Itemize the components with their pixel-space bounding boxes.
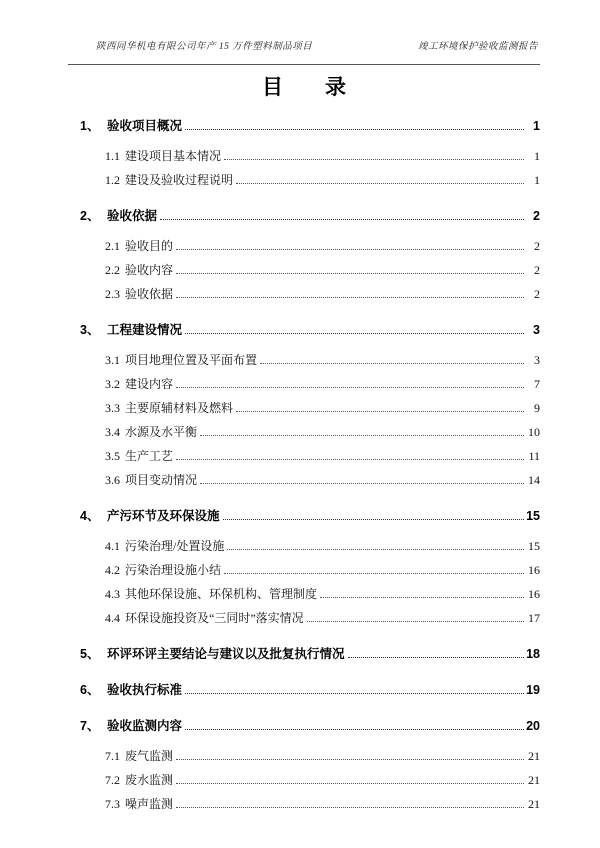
toc-entry-page: 11 (528, 449, 540, 463)
toc-dot-leader (200, 435, 524, 436)
toc-entry-title: 项目变动情况 (125, 473, 198, 487)
toc-entry (68, 372, 540, 396)
toc-entry-page: 18 (526, 647, 540, 661)
toc-entry-number: 7、 (80, 719, 100, 733)
toc-entry-page: 17 (528, 611, 540, 625)
toc-entry-title: 环保设施投资及“三同时”落实情况 (125, 611, 304, 625)
toc-dot-leader (176, 273, 524, 274)
toc-dot-leader (176, 807, 524, 808)
toc-dot-leader (320, 597, 524, 598)
toc-dot-leader (176, 387, 524, 388)
toc-entry-number: 3.2 (105, 377, 120, 391)
toc-entry (68, 444, 540, 468)
toc-entry-page: 2 (534, 287, 540, 301)
toc-dot-leader (236, 411, 524, 412)
toc-dot-leader (160, 219, 524, 220)
toc-entry-number: 1.1 (105, 149, 120, 163)
toc-entry-number: 3.3 (105, 401, 120, 415)
toc-dot-leader (176, 759, 524, 760)
toc-entry-page: 1 (534, 173, 540, 187)
toc-entry-number: 6、 (80, 683, 100, 697)
toc-entry (68, 144, 540, 168)
toc-entry-title: 废水监测 (125, 773, 174, 787)
toc-dot-leader (185, 333, 524, 334)
toc-entry-page: 7 (534, 377, 540, 391)
toc-entry (68, 714, 540, 738)
header-divider-line (68, 64, 540, 65)
toc-entry (68, 258, 540, 282)
toc-entry-page: 16 (528, 563, 540, 577)
toc-entry-title: 噪声监测 (125, 797, 174, 811)
toc-entry (68, 678, 540, 702)
toc-entry-title: 建设内容 (125, 377, 174, 391)
toc-entry-page: 20 (526, 719, 540, 733)
toc-dot-leader (224, 159, 524, 160)
toc-entry-page: 15 (526, 509, 540, 523)
toc-entry-number: 3、 (80, 323, 100, 337)
toc-entry-number: 4.3 (105, 587, 120, 601)
header-project-title: 陕西同华机电有限公司年产 15 万件塑料制品项目 (96, 42, 313, 52)
toc-entry-page: 10 (528, 425, 540, 439)
toc-entry-page: 21 (528, 749, 540, 763)
toc-entry (68, 114, 540, 138)
toc-dot-leader (307, 621, 524, 622)
toc-entry-number: 1.2 (105, 173, 120, 187)
toc-entry (68, 582, 540, 606)
toc-entry-title: 其他环保设施、环保机构、管理制度 (125, 587, 318, 601)
toc-entry (68, 348, 540, 372)
toc-entry (68, 504, 540, 528)
toc-page-title: 目 录 (262, 76, 346, 99)
toc-entry-page: 2 (533, 209, 540, 223)
toc-entry (68, 768, 540, 792)
toc-entry-number: 5、 (80, 647, 100, 661)
toc-dot-leader (176, 783, 524, 784)
toc-entry-title: 环评环评主要结论与建议以及批复执行情况 (107, 647, 345, 661)
toc-entry-number: 2、 (80, 209, 100, 223)
toc-entry-title: 主要原辅材料及燃料 (125, 401, 234, 415)
toc-entry-page: 15 (528, 539, 540, 553)
toc-entry-number: 3.6 (105, 473, 120, 487)
toc-entry-title: 水源及水平衡 (125, 425, 198, 439)
toc-entry-number: 3.4 (105, 425, 120, 439)
toc-entry (68, 558, 540, 582)
toc-list (68, 114, 540, 816)
toc-dot-leader (227, 549, 524, 550)
toc-entry-number: 4.4 (105, 611, 120, 625)
toc-entry-title: 验收内容 (125, 263, 174, 277)
toc-entry (68, 642, 540, 666)
toc-entry-title: 验收目的 (125, 239, 174, 253)
toc-entry-page: 19 (526, 683, 540, 697)
toc-entry-title: 验收依据 (107, 209, 158, 223)
toc-entry-page: 9 (534, 401, 540, 415)
toc-entry (68, 420, 540, 444)
toc-entry-number: 7.1 (105, 749, 120, 763)
toc-entry (68, 792, 540, 816)
toc-entry-number: 7.3 (105, 797, 120, 811)
toc-entry (68, 396, 540, 420)
toc-entry-number: 2.1 (105, 239, 120, 253)
toc-entry-title: 建设项目基本情况 (125, 149, 222, 163)
toc-entry-title: 验收监测内容 (107, 719, 183, 733)
toc-entry-title: 废气监测 (125, 749, 174, 763)
toc-entry-title: 建设及验收过程说明 (125, 173, 234, 187)
toc-dot-leader (200, 483, 524, 484)
toc-dot-leader (260, 363, 524, 364)
toc-entry-number: 4.2 (105, 563, 120, 577)
toc-entry (68, 744, 540, 768)
toc-entry (68, 318, 540, 342)
toc-entry-title: 生产工艺 (125, 449, 174, 463)
toc-entry-number: 2.2 (105, 263, 120, 277)
toc-entry-page: 1 (533, 119, 540, 133)
running-header (68, 38, 540, 52)
toc-entry-page: 16 (528, 587, 540, 601)
toc-entry-title: 产污环节及环保设施 (107, 509, 220, 523)
toc-dot-leader (185, 729, 524, 730)
toc-entry-page: 21 (528, 773, 540, 787)
toc-dot-leader (185, 693, 524, 694)
header-report-type: 竣工环境保护验收监测报告 (417, 42, 538, 52)
toc-entry-page: 1 (534, 149, 540, 163)
toc-dot-leader (224, 573, 524, 574)
toc-entry-page: 2 (534, 263, 540, 277)
toc-entry-title: 项目地理位置及平面布置 (125, 353, 258, 367)
toc-entry (68, 282, 540, 306)
toc-entry-title: 验收依据 (125, 287, 174, 301)
toc-dot-leader (236, 183, 524, 184)
toc-entry (68, 606, 540, 630)
toc-entry (68, 534, 540, 558)
toc-entry-number: 4.1 (105, 539, 120, 553)
toc-entry-page: 14 (528, 473, 540, 487)
toc-entry (68, 168, 540, 192)
toc-dot-leader (176, 297, 524, 298)
toc-dot-leader (348, 657, 524, 658)
toc-entry-title: 工程建设情况 (107, 323, 183, 337)
toc-entry (68, 468, 540, 492)
toc-entry-number: 7.2 (105, 773, 120, 787)
toc-entry (68, 204, 540, 228)
toc-entry-number: 3.1 (105, 353, 120, 367)
toc-entry-title: 污染治理设施小结 (125, 563, 222, 577)
toc-entry-title: 验收执行标准 (107, 683, 183, 697)
toc-entry-page: 2 (534, 239, 540, 253)
toc-entry-number: 2.3 (105, 287, 120, 301)
toc-dot-leader (176, 249, 524, 250)
toc-entry-page: 3 (534, 353, 540, 367)
toc-entry-page: 21 (528, 797, 540, 811)
toc-entry (68, 234, 540, 258)
toc-entry-title: 污染治理/处置设施 (125, 539, 225, 553)
toc-dot-leader (223, 519, 524, 520)
toc-dot-leader (176, 459, 524, 460)
toc-entry-number: 3.5 (105, 449, 120, 463)
toc-entry-number: 1、 (80, 119, 100, 133)
toc-entry-page: 3 (533, 323, 540, 337)
toc-entry-title: 验收项目概况 (107, 119, 183, 133)
toc-dot-leader (185, 129, 524, 130)
toc-entry-number: 4、 (80, 509, 100, 523)
